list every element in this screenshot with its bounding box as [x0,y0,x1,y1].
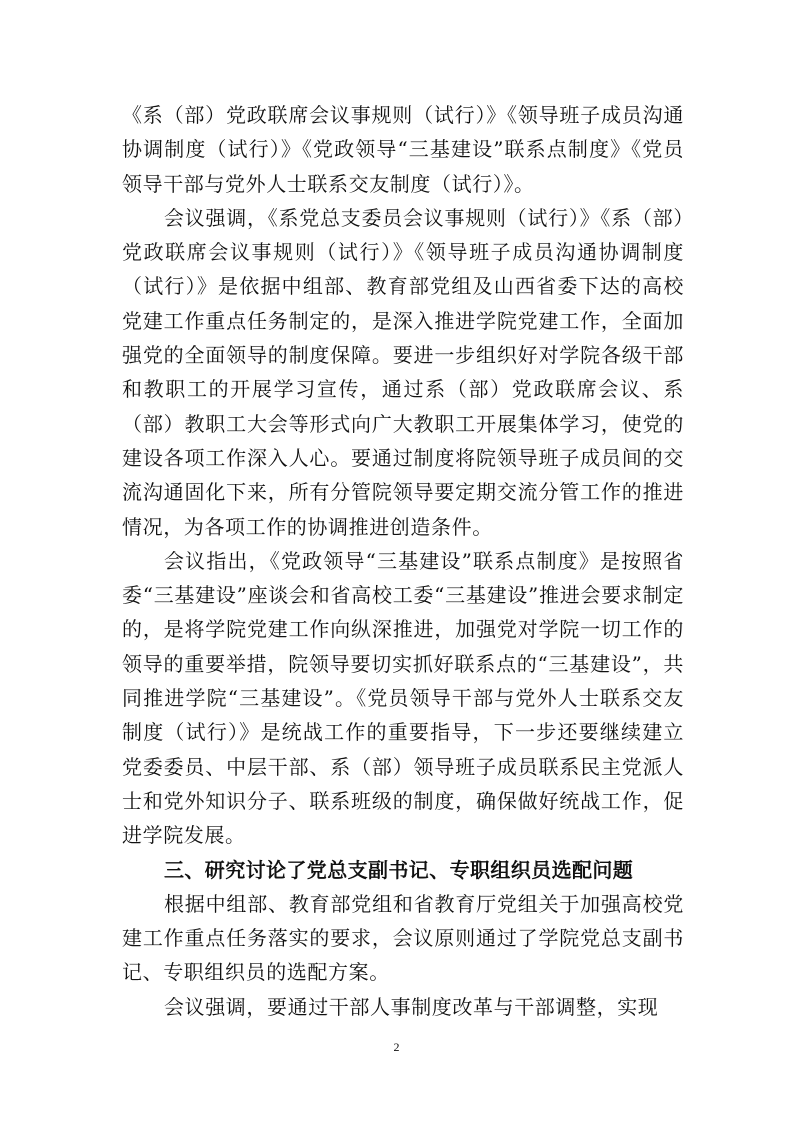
paragraph-continuation: 《系（部）党政联席会议事规则（试行）》《领导班子成员沟通协调制度（试行）》《党政领导“三基建设”联系点制度》《党员领导干部与党外人士联系交友制度（试行）》。 [122,103,684,196]
paragraph-meeting-final: 会议强调，要通过干部人事制度改革与干部调整，实现 [164,994,659,1019]
page-number: 2 [393,1040,400,1054]
paragraph-basis: 根据中组部、教育部党组和省教育厅党组关于加强高校党建工作重点任务落实的要求，会议原则通过了学院党总支副书记、专职组织员的选配方案。 [122,891,684,985]
paragraph-meeting-emphasis: 会议强调，《系党总支委员会议事规则（试行）》《系（部）党政联席会议事规则（试行）》《领导班子成员沟通协调制度（试行）》是依据中组部、教育部党组及山西省委下达的高校党建工作重点任务制定的，是深入推进学院党建工作，全面加强党的全面领导的制度保障。要进一步组织好对学院各级干部和教职工的开展学习宣传，通过系（部）党政联席会议、系（部）教职工大会等形式向广大教职工开展集体学习，使党的建设各项工作深入人心。要通过制度将院领导班子成员间的交流沟通固化下来，所有分管院领导要定期交流分管工作的推进情况，为各项工作的协调推进创造条件。 [122,205,684,539]
paragraph-meeting-points: 会议指出，《党政领导“三基建设”联系点制度》是按照省委“三基建设”座谈会和省高校工委“三基建设”推进会要求制定的，是将学院党建工作向纵深推进，加强党对学院一切工作的领导的重要举措，院领导要切实抓好联系点的“三基建设”，共同推进学院“三基建设”。《党员领导干部与党外人士联系交友制度（试行）》是统战工作的重要指导，下一步还要继续建立党委委员、中层干部、系（部）领导班子成员联系民主党派人士和党外知识分子、联系班级的制度，确保做好统战工作，促进学院发展。 [122,548,684,848]
section-heading: 三、研究讨论了党总支副书记、专职组织员选配问题 [164,857,634,882]
document-body [122,98,684,1024]
